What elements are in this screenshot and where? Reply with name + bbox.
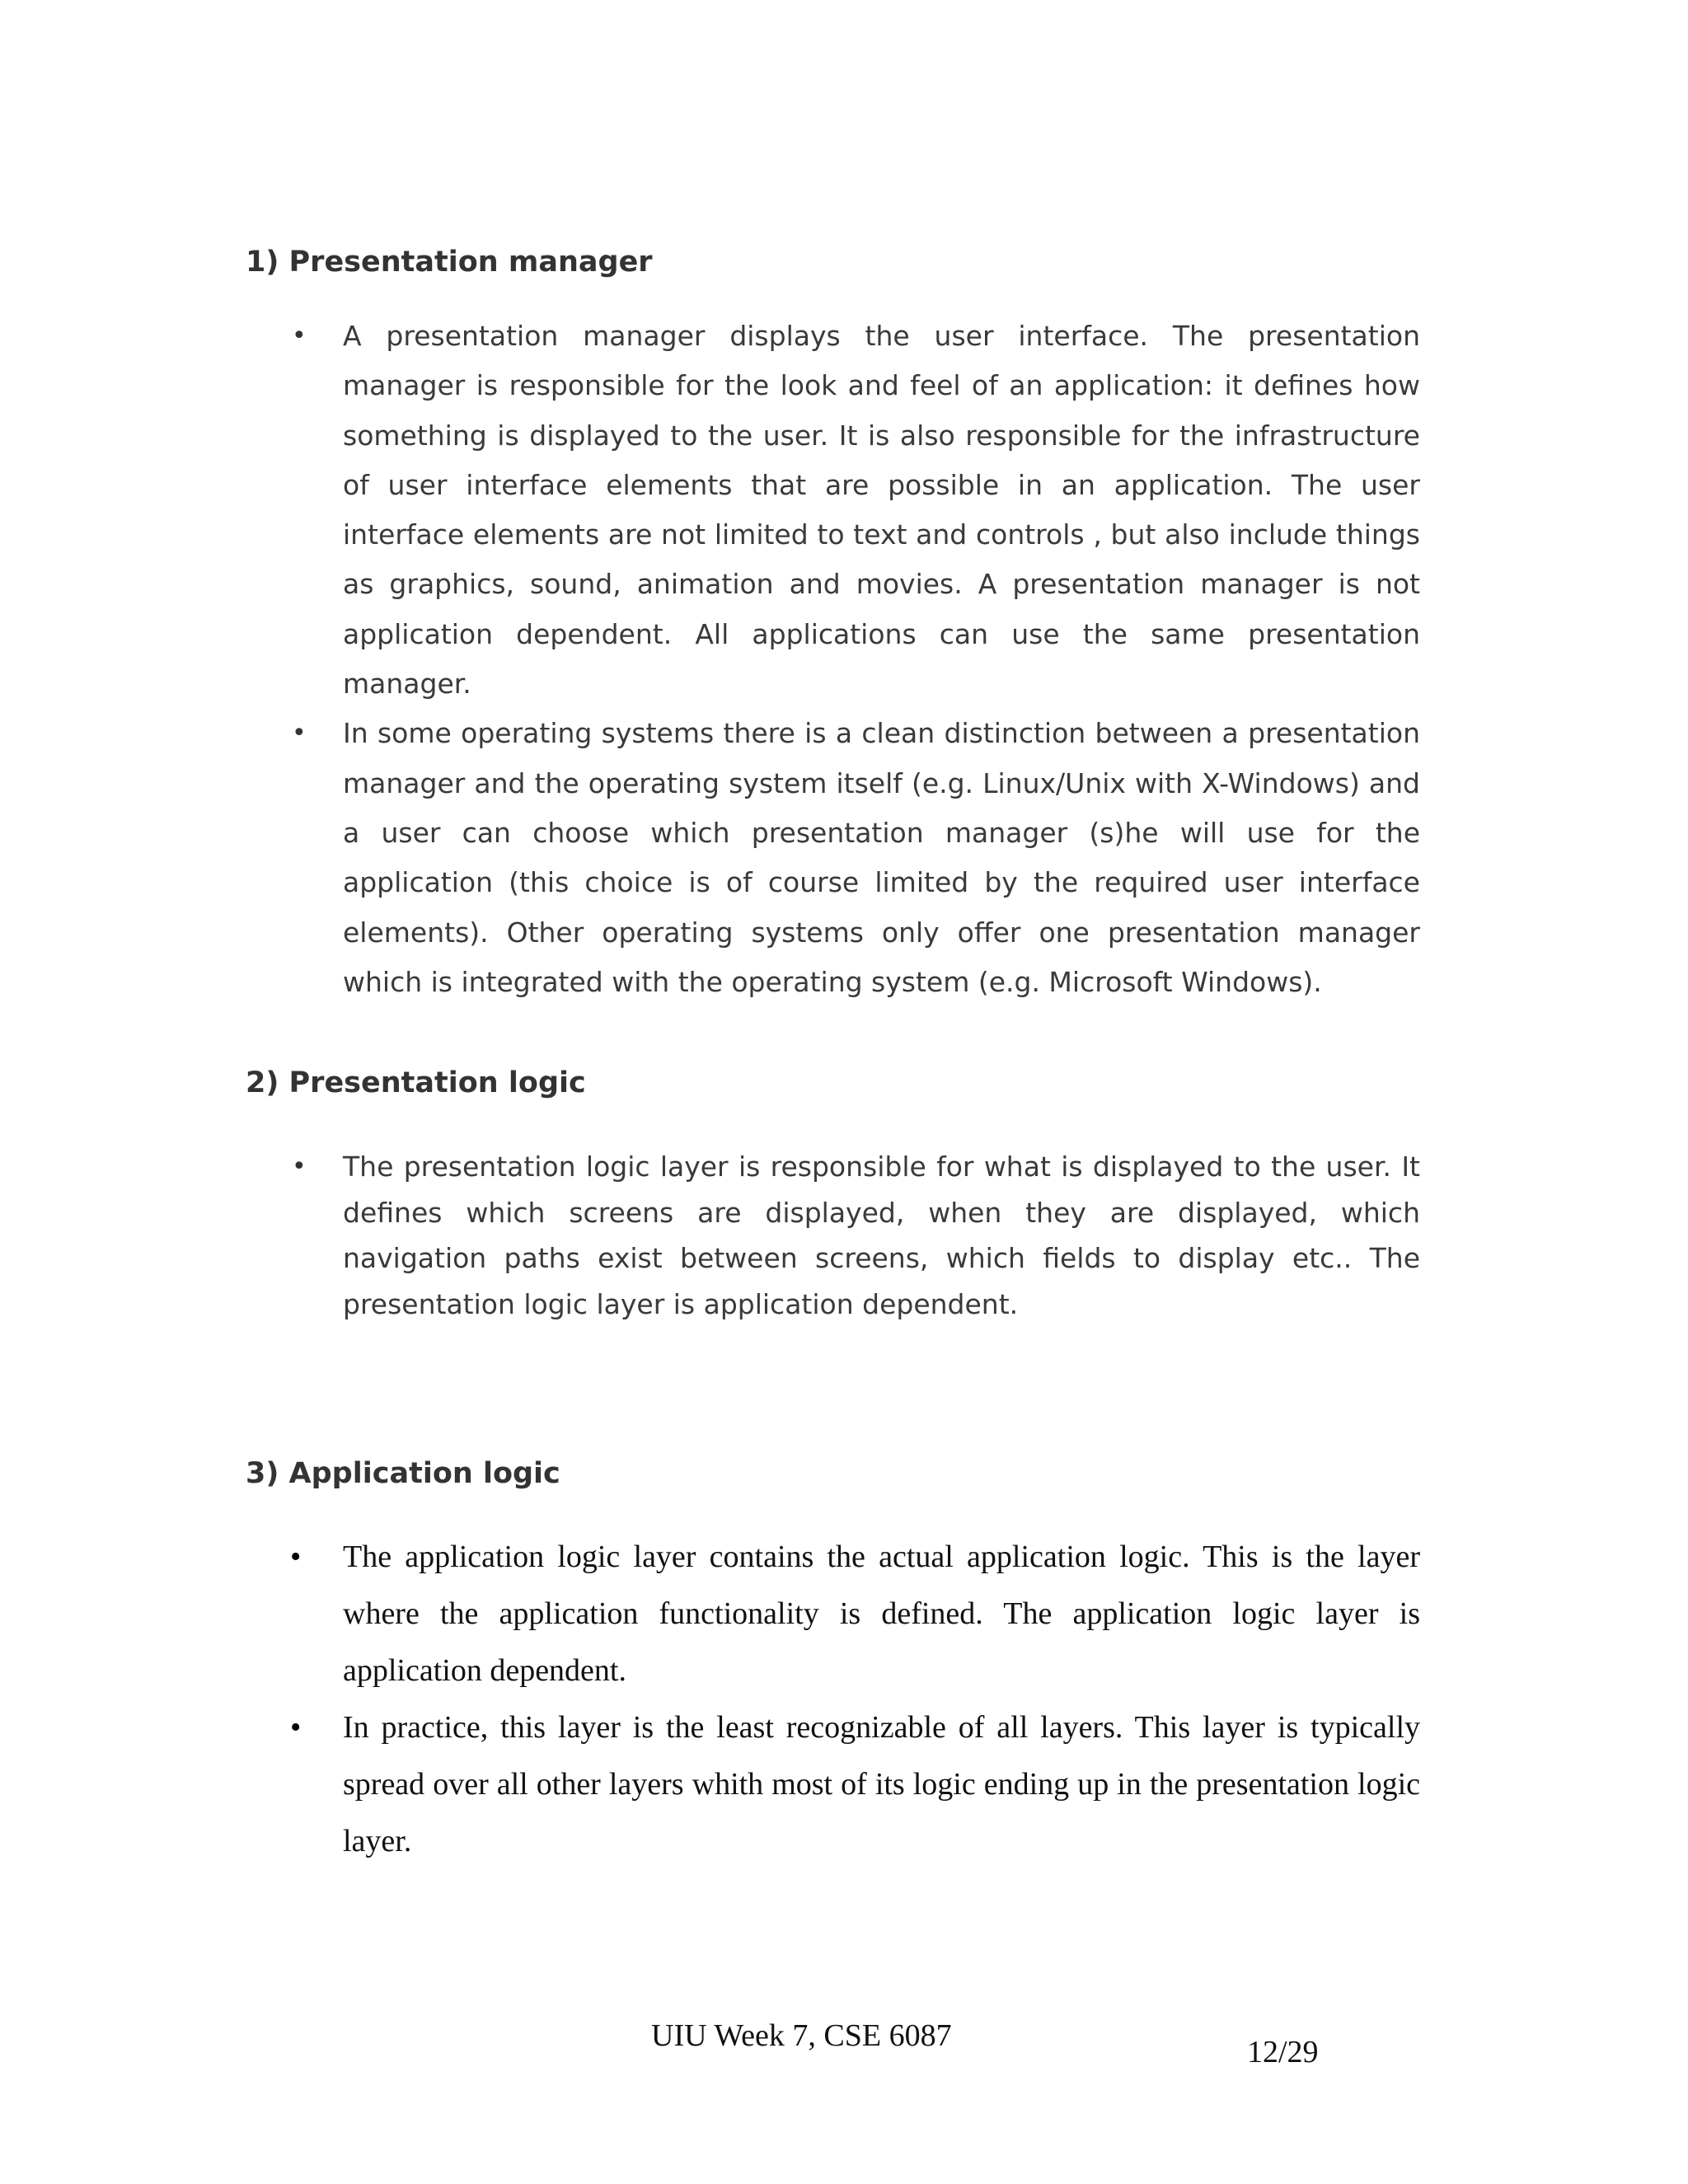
bullet-list-presentation-manager [246, 312, 1420, 1007]
bullet-icon: • [292, 719, 307, 748]
section-heading-application-logic: 3) Application logic [246, 1457, 560, 1490]
paragraph-text: The presentation logic layer is responsible for what is displayed to the user. It defines which screens are displayed, when they are displayed, which navigation paths exist between screens, which fields to display etc.. The presentation logic layer is application dependent. [343, 1151, 1420, 1320]
list-item [246, 312, 1420, 709]
footer-page-number: 12/29 [1247, 2035, 1319, 2069]
paragraph-text: In some operating systems there is a clean distinction between a presentation manager and the operating system itself (e.g. Linux/Unix with X-Windows) and a user can choose which presentation manager (s)he will use for the application (this choice is of course limited by the required user interface elements). Other operating systems only offer one presentation manager which is integrated with the operating system (e.g. Microsoft Windows). [343, 717, 1420, 998]
bullet-list-application-logic [246, 1529, 1420, 1870]
paragraph-text: A presentation manager displays the user interface. The presentation manager is responsible for the look and feel of an application: it defines how something is displayed to the user. It is also responsible for the infrastructure of user interface elements that are possible in an application. The user interface elements are not limited to text and controls , but also include things as graphics, sound, animation and movies. A presentation manager is not application dependent. All applications can use the same presentation manager. [343, 320, 1420, 701]
bullet-list-presentation-logic [246, 1144, 1420, 1327]
bullet-icon: • [292, 1152, 307, 1181]
section-heading-presentation-manager: 1) Presentation manager [246, 246, 653, 279]
paragraph-text: The application logic layer contains the actual application logic. This is the layer where the application functionality is defined. The application logic layer is application dependent. [343, 1540, 1420, 1688]
list-item [246, 1144, 1420, 1327]
section-heading-presentation-logic: 2) Presentation logic [246, 1066, 586, 1099]
footer-course-label: UIU Week 7, CSE 6087 [651, 2018, 952, 2053]
list-item [246, 1529, 1420, 1699]
bullet-icon: • [290, 1710, 302, 1745]
list-item [246, 1699, 1420, 1870]
paragraph-text: In practice, this layer is the least recognizable of all layers. This layer is typically spread over all other layers whith most of its logic ending up in the presentation logic layer. [343, 1710, 1420, 1858]
bullet-icon: • [292, 321, 307, 350]
bullet-icon: • [290, 1540, 302, 1574]
list-item [246, 709, 1420, 1007]
